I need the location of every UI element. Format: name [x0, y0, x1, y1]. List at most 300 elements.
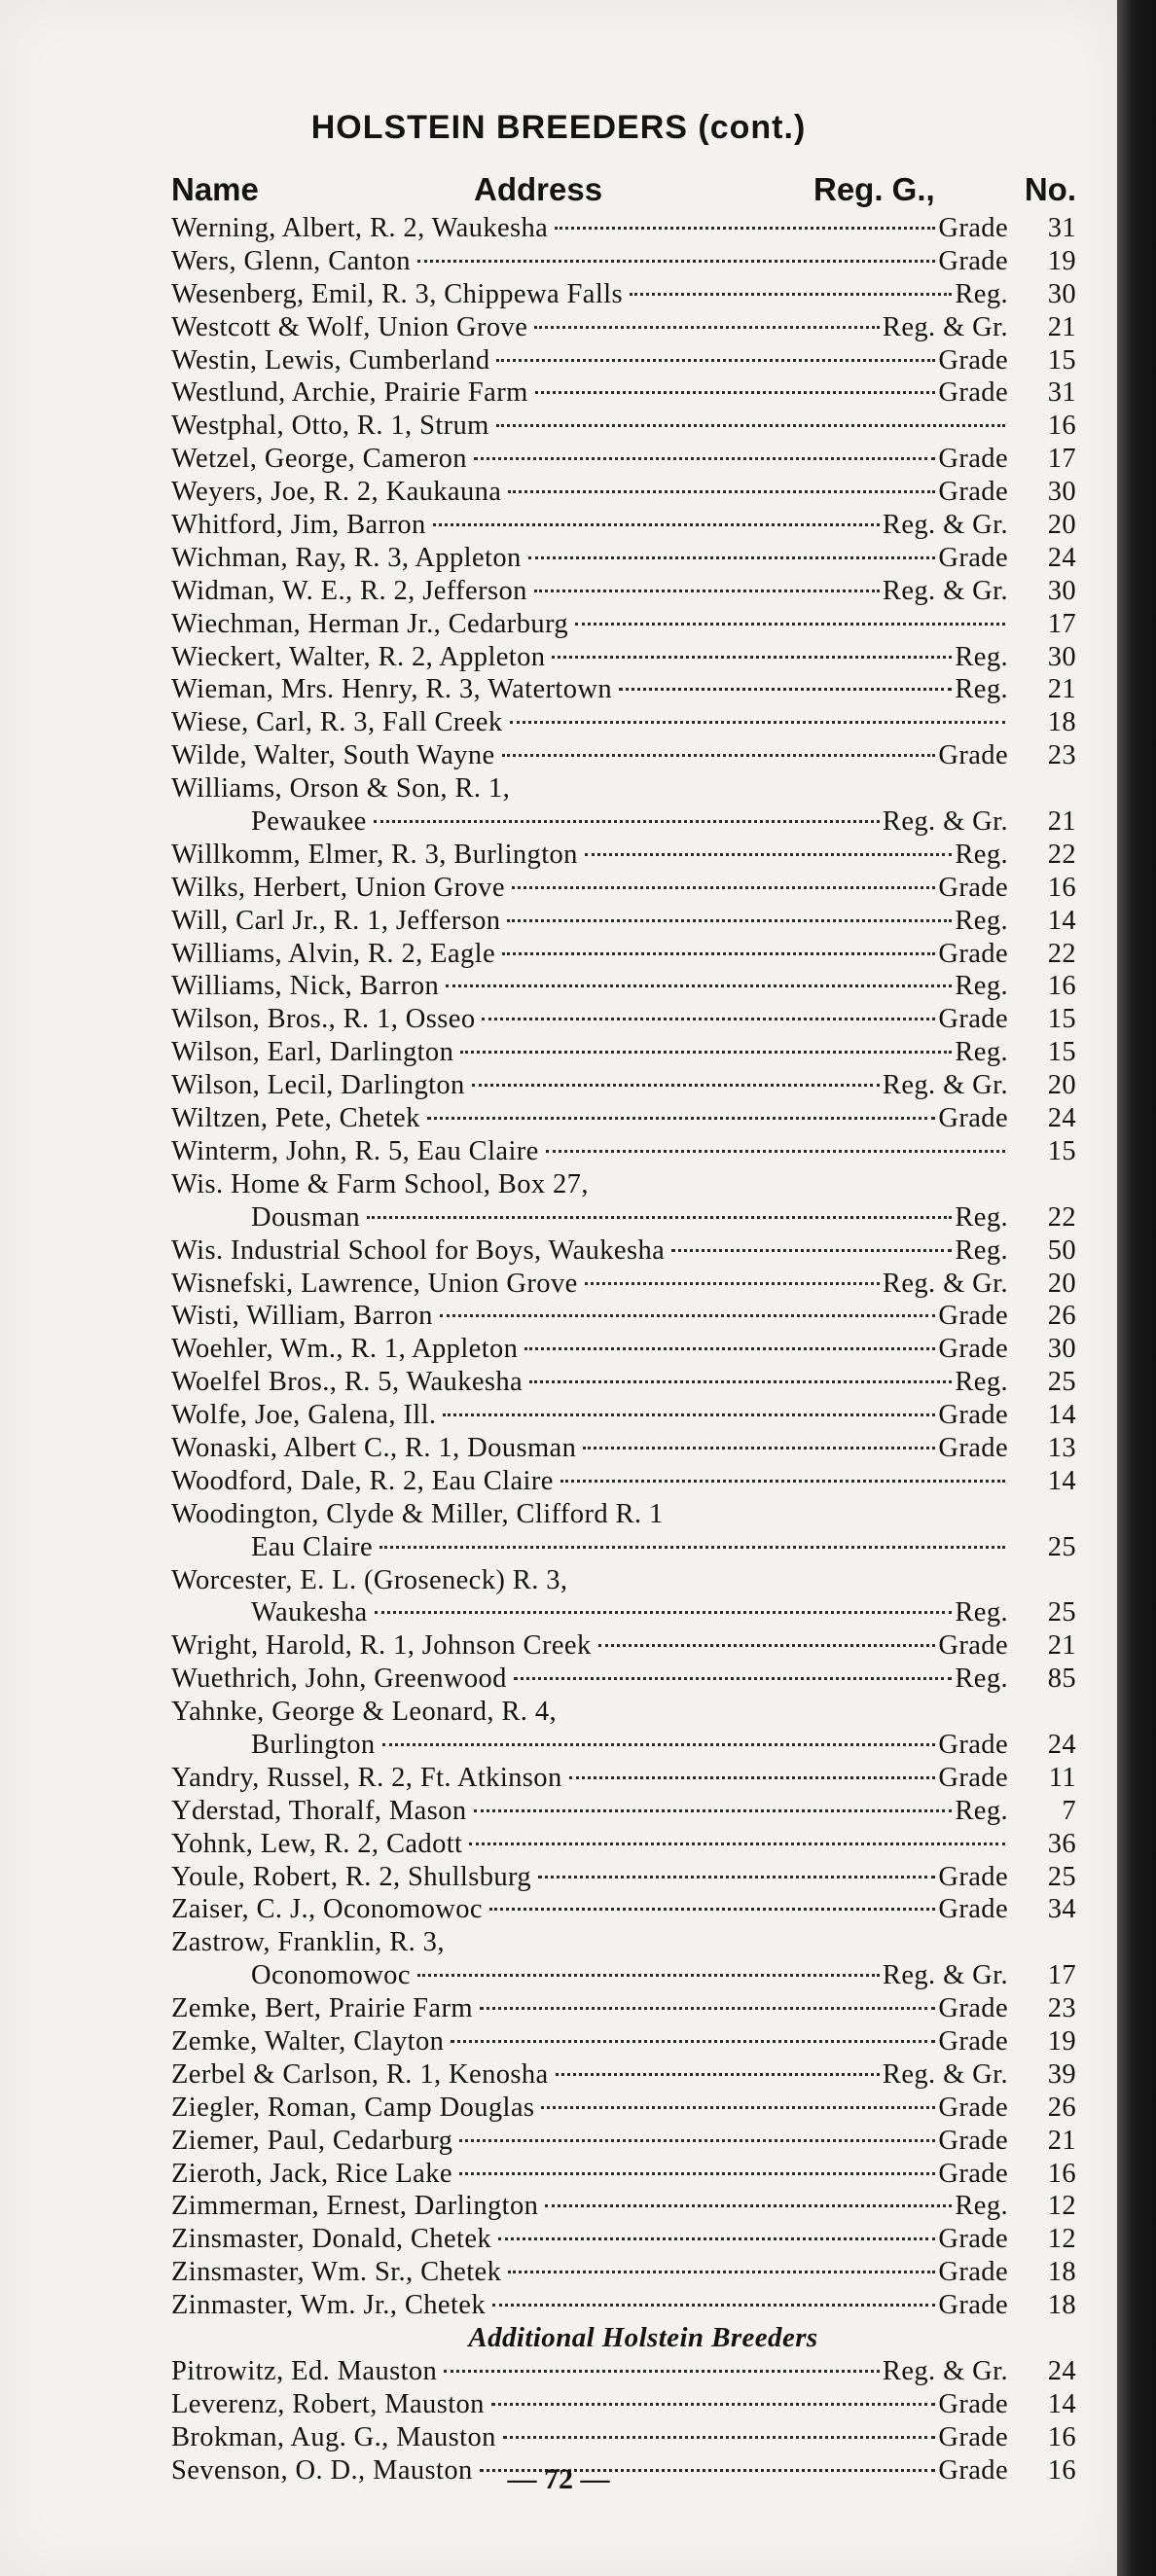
entry-line: [171, 938, 1008, 971]
list-item: [171, 542, 1076, 575]
list-item: [171, 641, 1076, 674]
breeder-name-address: Youle, Robert, R. 2, Shullsburg: [171, 1861, 532, 1892]
breeder-name-address: Wilson, Lecil, Darlington: [171, 1070, 465, 1101]
registration-type: Reg.: [955, 2191, 1008, 2222]
breeder-name-address: Wichman, Ray, R. 3, Appleton: [171, 542, 522, 573]
list-item: [171, 1629, 1076, 1663]
dot-leader: [502, 952, 935, 955]
dot-leader: [417, 260, 935, 263]
breeder-name-address: Zinsmaster, Donald, Chetek: [171, 2224, 492, 2255]
list-item: [171, 1036, 1076, 1069]
registration-type: Reg.: [955, 1367, 1008, 1398]
registration-type: Grade: [938, 477, 1008, 508]
list-item: [171, 1596, 1076, 1629]
herd-count: 17: [1047, 1960, 1076, 1991]
herd-count: 22: [1047, 839, 1076, 870]
list-item: [171, 1168, 1076, 1201]
entry-line: [171, 575, 1008, 608]
entry-line: [171, 2125, 1008, 2158]
list-item: [171, 311, 1076, 344]
list-item: [171, 2388, 1076, 2421]
list-item: [171, 839, 1076, 872]
entry-line: [171, 2223, 1008, 2256]
list-item: [171, 673, 1076, 706]
breeder-name-address: Wuethrich, John, Greenwood: [171, 1664, 507, 1695]
herd-count: 17: [1047, 444, 1076, 475]
breeder-name-address: Werning, Albert, R. 2, Waukesha: [171, 213, 549, 243]
dot-leader: [524, 1347, 935, 1350]
entry-line: [171, 2289, 1008, 2322]
dot-leader: [375, 1611, 953, 1614]
registration-type: Grade: [938, 444, 1008, 475]
list-item: [171, 212, 1076, 245]
entry-line: [171, 311, 1008, 344]
herd-count: 21: [1047, 1630, 1076, 1662]
registration-type: Reg.: [955, 1597, 1008, 1628]
herd-count: 15: [1047, 1037, 1076, 1068]
breeder-name-address: Wieckert, Walter, R. 2, Appleton: [171, 641, 546, 672]
registration-type: Grade: [938, 938, 1008, 969]
entry-line: [171, 1069, 1008, 1102]
breeder-name-address: Brokman, Aug. G., Mauston: [171, 2421, 496, 2452]
list-item: [171, 1069, 1076, 1102]
registration-type: Grade: [938, 1894, 1008, 1925]
entry-line: [171, 1333, 1008, 1366]
entry-line: [171, 212, 1008, 245]
herd-count: 23: [1047, 740, 1076, 771]
dot-leader: [502, 754, 936, 757]
registration-type: Grade: [938, 344, 1008, 376]
registration-type: Reg.: [955, 971, 1008, 1002]
entry-line: [251, 1729, 1008, 1762]
list-item: [171, 1861, 1076, 1894]
breeder-name-address: Wisnefski, Lawrence, Union Grove: [171, 1268, 578, 1299]
column-headers: [171, 171, 1076, 210]
herd-count: 17: [1047, 608, 1076, 639]
column-header-reg: Reg. G.,: [813, 171, 935, 207]
dot-leader: [503, 2436, 936, 2439]
entry-line: [171, 278, 1008, 311]
dot-leader: [508, 490, 935, 493]
herd-count: 36: [1047, 1828, 1076, 1859]
list-item: [171, 2092, 1076, 2125]
entry-line: [171, 1366, 1008, 1399]
dot-leader: [552, 656, 952, 659]
dot-leader: [546, 1150, 1005, 1153]
dot-leader: [480, 2007, 935, 2010]
list-item: [171, 2223, 1076, 2256]
breeder-name-address: Yderstad, Thoralf, Mason: [171, 1795, 467, 1826]
registration-type: Reg.: [955, 1234, 1008, 1266]
breeder-name-address: Whitford, Jim, Barron: [171, 510, 426, 541]
registration-type: Grade: [938, 2025, 1008, 2057]
dot-leader: [489, 1908, 935, 1911]
registration-type: Reg. & Gr.: [882, 311, 1008, 342]
herd-count: 25: [1047, 1531, 1076, 1562]
breeder-name-address: Wright, Harold, R. 1, Johnson Creek: [171, 1630, 592, 1662]
registration-type: Grade: [938, 740, 1008, 771]
list-item: [171, 2025, 1076, 2058]
registration-type: Reg.: [955, 1201, 1008, 1233]
breeder-name-address: Wieman, Mrs. Henry, R. 3, Watertown: [171, 674, 613, 705]
dot-leader: [498, 2237, 935, 2240]
list-item: [171, 2355, 1076, 2388]
entry-line: [171, 739, 1008, 772]
herd-count: 25: [1047, 1367, 1076, 1398]
entry-line: [171, 641, 1008, 674]
registration-type: Grade: [938, 2454, 1008, 2486]
entry-line: [171, 1168, 1008, 1201]
dot-leader: [575, 623, 1005, 626]
page-number: — 72 —: [507, 2463, 610, 2495]
registration-type: Reg.: [955, 674, 1008, 705]
registration-type: Grade: [938, 1004, 1008, 1035]
list-item: [171, 1926, 1076, 1959]
list-item: [171, 476, 1076, 509]
list-item: [171, 739, 1076, 772]
entry-line: [171, 1893, 1008, 1926]
dot-leader: [534, 326, 880, 329]
herd-count: 14: [1047, 1465, 1076, 1496]
herd-count: 18: [1047, 2257, 1076, 2288]
dot-leader: [469, 1843, 1005, 1845]
column-header-name: Name: [171, 171, 259, 207]
breeder-name-address: Williams, Orson & Son, R. 1,: [171, 773, 511, 805]
breeder-name-address: Pewaukee: [251, 806, 367, 838]
herd-count: 16: [1047, 872, 1076, 903]
registration-type: Grade: [938, 2421, 1008, 2452]
entry-line: [171, 245, 1008, 278]
dot-leader: [459, 2172, 935, 2175]
dot-leader: [427, 1117, 936, 1120]
registration-type: Grade: [938, 1432, 1008, 1463]
breeder-name-address: Zemke, Walter, Clayton: [171, 2025, 445, 2057]
entry-line: [171, 1861, 1008, 1894]
entry-line: [171, 1135, 1008, 1168]
breeder-name-address: Westcott & Wolf, Union Grove: [171, 311, 528, 342]
list-item: [171, 278, 1076, 311]
dot-leader: [446, 984, 952, 987]
entry-line: [171, 1268, 1008, 1301]
herd-count: 16: [1047, 2454, 1076, 2486]
registration-type: Reg. & Gr.: [882, 1268, 1008, 1299]
registration-type: Grade: [938, 542, 1008, 573]
breeder-name-address: Wolfe, Joe, Galena, Ill.: [171, 1400, 437, 1431]
dot-leader: [507, 919, 952, 922]
herd-count: 24: [1047, 2355, 1076, 2386]
entry-line: [171, 2025, 1008, 2058]
herd-count: 14: [1047, 1400, 1076, 1431]
page-edge-shadow: [1117, 0, 1156, 2576]
breeder-name-address: Wisti, William, Barron: [171, 1301, 433, 1332]
list-item: [171, 938, 1076, 971]
list-item: [171, 2421, 1076, 2454]
herd-count: 16: [1047, 2158, 1076, 2189]
registration-type: Reg.: [955, 278, 1008, 309]
list-item: [171, 905, 1076, 938]
list-item: [171, 1992, 1076, 2025]
breeder-name-address: Weyers, Joe, R. 2, Kaukauna: [171, 477, 502, 508]
breeder-name-address: Eau Claire: [251, 1531, 374, 1562]
herd-count: 30: [1047, 477, 1076, 508]
herd-count: 30: [1047, 641, 1076, 672]
registration-type: Reg.: [955, 1037, 1008, 1068]
registration-type: Grade: [938, 1729, 1008, 1760]
breeder-name-address: Will, Carl Jr., R. 1, Jefferson: [171, 905, 501, 936]
herd-count: 13: [1047, 1432, 1076, 1463]
breeder-name-address: Wetzel, George, Cameron: [171, 444, 467, 475]
entry-line: [251, 1201, 1008, 1234]
dot-leader: [514, 1677, 953, 1680]
registration-type: Grade: [938, 2158, 1008, 2189]
herd-count: 34: [1047, 1894, 1076, 1925]
breeder-name-address: Wilson, Earl, Darlington: [171, 1037, 454, 1068]
herd-count: 30: [1047, 1334, 1076, 1365]
column-header-no: No.: [1024, 171, 1076, 207]
dot-leader: [555, 227, 935, 230]
dot-leader: [508, 2271, 935, 2273]
list-item: [171, 1465, 1076, 1498]
entry-line: [171, 872, 1008, 905]
list-item: [171, 1828, 1076, 1861]
entry-line: [171, 2421, 1008, 2454]
entry-line: [171, 1036, 1008, 1069]
breeder-name-address: Burlington: [251, 1729, 376, 1760]
list-item: [171, 1564, 1076, 1597]
breeder-name-address: Wers, Glenn, Canton: [171, 245, 411, 276]
list-item: [171, 1234, 1076, 1268]
registration-type: Grade: [938, 1103, 1008, 1134]
list-item: [171, 376, 1076, 410]
registration-type: Grade: [938, 1993, 1008, 2024]
dot-leader: [529, 1380, 952, 1383]
list-item: [171, 772, 1076, 805]
dot-leader: [538, 1876, 935, 1878]
dot-leader: [512, 886, 936, 889]
herd-count: 25: [1047, 1861, 1076, 1892]
registration-type: Reg.: [955, 1664, 1008, 1695]
dot-leader: [433, 523, 880, 526]
entry-line: [251, 1596, 1008, 1629]
list-item: [171, 1696, 1076, 1729]
herd-count: 26: [1047, 2092, 1076, 2123]
dot-leader: [451, 2040, 935, 2043]
breeder-name-address: Waukesha: [251, 1597, 368, 1628]
breeder-name-address: Zieroth, Jack, Rice Lake: [171, 2158, 452, 2189]
herd-count: 31: [1047, 377, 1076, 409]
registration-type: Reg. & Gr.: [882, 1070, 1008, 1101]
dot-leader: [492, 2304, 935, 2307]
list-item: [171, 1795, 1076, 1828]
breeder-name-address: Wilks, Herbert, Union Grove: [171, 872, 505, 903]
entry-line: [171, 376, 1008, 410]
dot-leader: [460, 1051, 952, 1054]
herd-count: 20: [1047, 510, 1076, 541]
list-item: [171, 575, 1076, 608]
herd-count: 19: [1047, 245, 1076, 276]
breeder-name-address: Wiechman, Herman Jr., Cedarburg: [171, 608, 569, 639]
herd-count: 14: [1047, 905, 1076, 936]
registration-type: Reg. & Gr.: [882, 1960, 1008, 1991]
registration-type: Reg. & Gr.: [882, 510, 1008, 541]
herd-count: 50: [1047, 1234, 1076, 1266]
herd-count: 15: [1047, 1135, 1076, 1166]
herd-count: 12: [1047, 2191, 1076, 2222]
dot-leader: [382, 1743, 936, 1746]
dot-leader: [459, 2139, 935, 2142]
entry-line: [171, 673, 1008, 706]
entry-line: [251, 805, 1008, 839]
dot-leader: [440, 1314, 936, 1317]
dot-leader: [528, 556, 936, 559]
entry-line: [171, 2058, 1008, 2092]
breeder-name-address: Wesenberg, Emil, R. 3, Chippewa Falls: [171, 278, 623, 309]
list-item: [171, 443, 1076, 476]
entry-line: [171, 1663, 1008, 1696]
breeder-name-address: Zerbel & Carlson, R. 1, Kenosha: [171, 2058, 549, 2090]
entry-line: [171, 1498, 1008, 1531]
herd-count: 16: [1047, 971, 1076, 1002]
herd-count: 85: [1047, 1664, 1076, 1695]
registration-type: Reg. & Gr.: [882, 2355, 1008, 2386]
entry-line: [171, 542, 1008, 575]
herd-count: 18: [1047, 2290, 1076, 2321]
list-item: [171, 1432, 1076, 1465]
list-item: [171, 410, 1076, 443]
breeder-name-address: Yahnke, George & Leonard, R. 4,: [171, 1697, 558, 1728]
registration-type: Reg. & Gr.: [882, 2058, 1008, 2090]
dot-leader: [496, 424, 1005, 427]
herd-count: 22: [1047, 1201, 1076, 1233]
entry-line: [171, 1102, 1008, 1135]
entry-line: [171, 1992, 1008, 2025]
list-item: [171, 2058, 1076, 2092]
dot-leader: [496, 359, 935, 362]
herd-count: 21: [1047, 674, 1076, 705]
registration-type: Grade: [938, 872, 1008, 903]
breeder-name-address: Wonaski, Albert C., R. 1, Dousman: [171, 1432, 577, 1463]
entry-line: [171, 1696, 1008, 1729]
breeder-name-address: Leverenz, Robert, Mauston: [171, 2388, 485, 2419]
breeder-name-address: Woodington, Clyde & Miller, Clifford R. 1: [171, 1498, 664, 1529]
herd-count: 25: [1047, 1597, 1076, 1628]
registration-type: Reg. & Gr.: [882, 806, 1008, 838]
dot-leader: [510, 721, 1005, 724]
entry-line: [171, 1564, 1008, 1597]
list-item: [171, 608, 1076, 641]
herd-count: 15: [1047, 1004, 1076, 1035]
herd-count: 15: [1047, 344, 1076, 376]
entry-line: [171, 2256, 1008, 2289]
breeder-name-address: Winterm, John, R. 5, Eau Claire: [171, 1135, 539, 1166]
herd-count: 21: [1047, 2125, 1076, 2156]
breeder-name-address: Dousman: [251, 1201, 361, 1233]
registration-type: Grade: [938, 1861, 1008, 1892]
registration-type: Reg.: [955, 1795, 1008, 1826]
dot-leader: [474, 457, 935, 460]
dot-leader: [535, 391, 936, 394]
breeder-list: [171, 212, 1076, 2487]
dot-leader: [374, 820, 880, 823]
registration-type: Reg.: [955, 839, 1008, 870]
breeder-name-address: Wis. Industrial School for Boys, Waukesha: [171, 1234, 666, 1266]
herd-count: 39: [1047, 2058, 1076, 2090]
list-item: [171, 1102, 1076, 1135]
list-item: [171, 706, 1076, 739]
registration-type: Grade: [938, 1630, 1008, 1662]
herd-count: 21: [1047, 311, 1076, 342]
page-title: HOLSTEIN BREEDERS (cont.): [310, 109, 807, 146]
breeder-name-address: Worcester, E. L. (Groseneck) R. 3,: [171, 1564, 568, 1595]
breeder-name-address: Wis. Home & Farm School, Box 27,: [171, 1168, 589, 1199]
dot-leader: [474, 1809, 953, 1812]
list-item: [171, 344, 1076, 377]
entry-line: [171, 1234, 1008, 1268]
entry-line: [171, 410, 1008, 443]
dot-leader: [671, 1249, 952, 1252]
herd-count: 16: [1047, 2421, 1076, 2452]
list-item: [171, 245, 1076, 278]
dot-leader: [417, 1974, 880, 1977]
list-item: [171, 970, 1076, 1003]
registration-type: Grade: [938, 1400, 1008, 1431]
herd-count: 7: [1062, 1795, 1076, 1826]
dot-leader: [367, 1216, 952, 1219]
entry-line: [171, 706, 1008, 739]
dot-leader: [472, 1084, 880, 1087]
registration-type: Reg.: [955, 641, 1008, 672]
herd-count: 30: [1047, 575, 1076, 606]
dot-leader: [630, 293, 952, 296]
herd-count: 24: [1047, 1103, 1076, 1134]
entry-line: [171, 2355, 1008, 2388]
dot-leader: [585, 853, 953, 856]
entry-line: [171, 1003, 1008, 1036]
breeder-name-address: Oconomowoc: [251, 1960, 411, 1991]
list-item: [171, 1333, 1076, 1366]
registration-type: Grade: [938, 1301, 1008, 1332]
registration-type: Grade: [938, 213, 1008, 243]
section-heading: Additional Holstein Breeders: [468, 2322, 818, 2353]
list-item: [171, 1399, 1076, 1432]
list-item: [171, 805, 1076, 839]
dot-leader: [443, 1413, 935, 1416]
dot-leader: [545, 2204, 952, 2207]
list-item: [171, 1201, 1076, 1234]
herd-count: 24: [1047, 1729, 1076, 1760]
dot-leader: [560, 1480, 1005, 1483]
registration-type: Grade: [938, 2257, 1008, 2288]
list-item: [171, 1959, 1076, 1992]
entry-line: [171, 1926, 1008, 1959]
breeder-name-address: Woehler, Wm., R. 1, Appleton: [171, 1334, 519, 1365]
registration-type: Grade: [938, 2224, 1008, 2255]
entry-line: [171, 2190, 1008, 2223]
registration-type: Reg.: [955, 905, 1008, 936]
breeder-name-address: Westin, Lewis, Cumberland: [171, 344, 490, 376]
breeder-name-address: Ziegler, Roman, Camp Douglas: [171, 2092, 535, 2123]
breeder-name-address: Sevenson, O. D., Mauston: [171, 2454, 473, 2486]
list-item: [171, 1135, 1076, 1168]
herd-count: 22: [1047, 938, 1076, 969]
entry-line: [171, 970, 1008, 1003]
herd-count: 30: [1047, 278, 1076, 309]
list-item: [171, 1729, 1076, 1762]
entry-line: [171, 1465, 1008, 1498]
herd-count: 20: [1047, 1070, 1076, 1101]
breeder-name-address: Widman, W. E., R. 2, Jefferson: [171, 575, 527, 606]
entry-line: [171, 2158, 1008, 2191]
